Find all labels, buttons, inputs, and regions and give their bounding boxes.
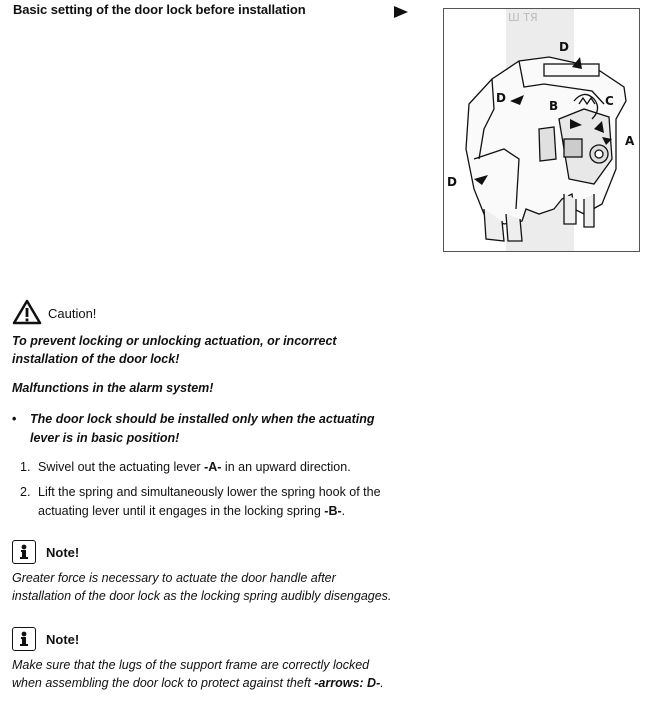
step-1	[20, 458, 392, 477]
door-lock-drawing	[444, 9, 639, 251]
step-2	[20, 483, 392, 521]
bullet-icon: •	[12, 412, 17, 426]
bullet-item	[12, 410, 392, 448]
note-2-ref: -arrows: D-	[314, 676, 381, 690]
step-number: 1.	[20, 460, 31, 474]
caution-header	[12, 299, 96, 325]
caution-label: Caution!	[48, 305, 97, 321]
watermark: Ш ТЯ	[508, 11, 538, 24]
note-2-header	[12, 627, 79, 651]
step-number: 2.	[20, 485, 31, 499]
note-1-text: Greater force is necessary to actuate the door handle after installation of the door lock as the locking spring audibly disengages.	[12, 571, 392, 603]
callout-b: B	[549, 99, 559, 113]
callout-a: A	[625, 134, 635, 148]
continue-arrow-icon	[394, 6, 408, 18]
step-text: Swivel out the actuating lever -A- in an upward direction.	[38, 460, 351, 474]
door-lock-figure	[443, 8, 640, 252]
page-title: Basic setting of the door lock before installation	[13, 2, 306, 17]
note-2-text: Make sure that the lugs of the support frame are correctly locked when assembling the door lock to protect against theft -arrows: D-.	[12, 658, 384, 690]
info-icon	[12, 540, 36, 564]
step-text: Lift the spring and simultaneously lower the spring hook of the actuating lever until it engages in the locking spring -B-.	[38, 485, 381, 518]
callout-d-top: D	[559, 40, 569, 54]
caution-text: To prevent locking or unlocking actuation, or incorrect installation of the door lock!	[12, 334, 337, 366]
note-1-header	[12, 540, 79, 564]
callout-c: C	[605, 94, 614, 108]
callout-d-left: D	[496, 91, 506, 105]
callout-d-bottom: D	[447, 175, 457, 189]
warning-triangle-icon	[12, 299, 42, 325]
info-icon	[12, 627, 36, 651]
note-label: Note!	[46, 631, 80, 647]
note-label: Note!	[46, 544, 80, 560]
caution-consequence: Malfunctions in the alarm system!	[12, 381, 214, 395]
bullet-text: The door lock should be installed only when the actuating lever is in basic position!	[30, 412, 375, 445]
